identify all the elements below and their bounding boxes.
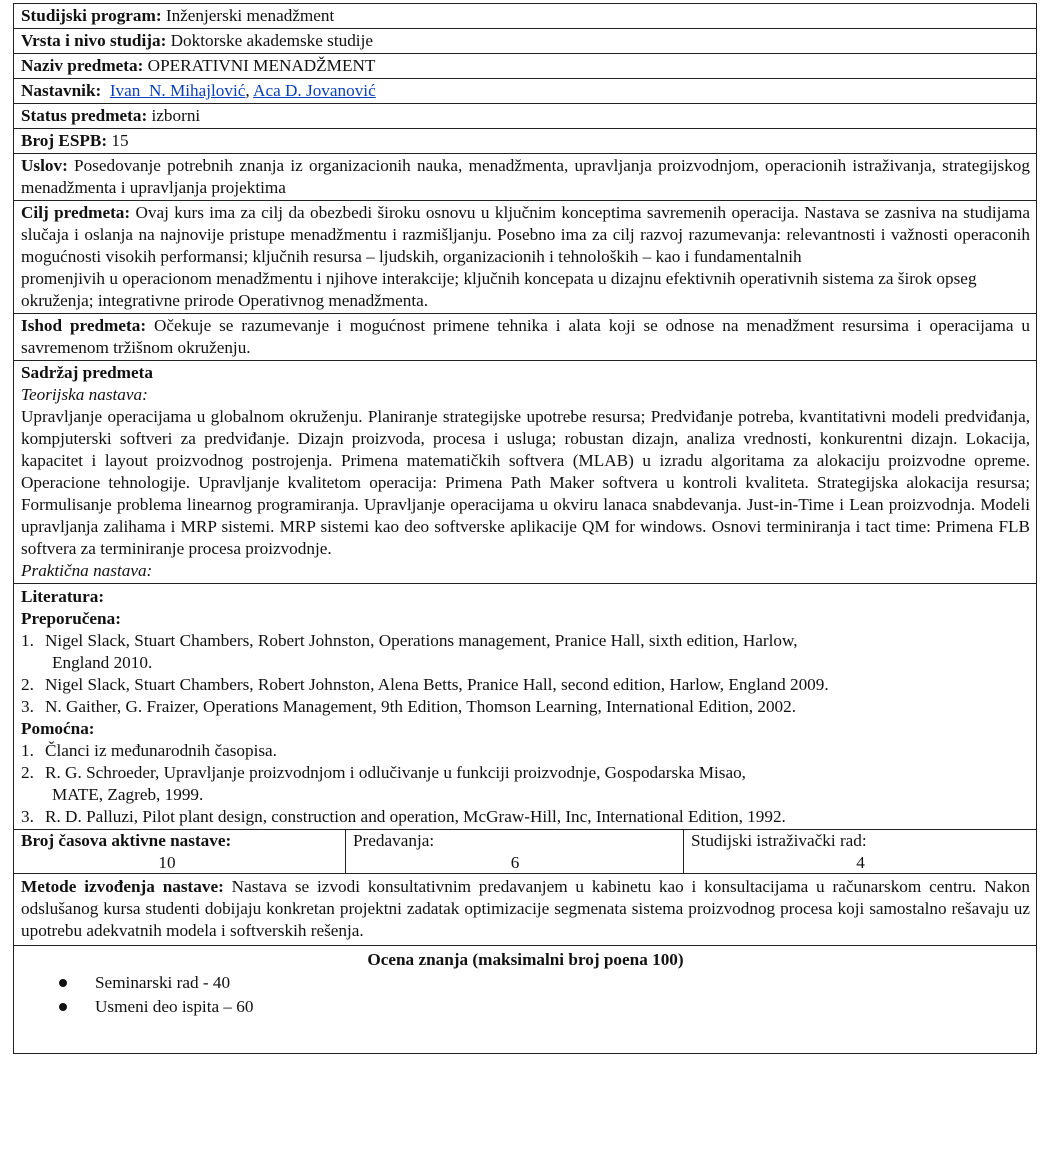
lectures-cell [346,830,684,873]
outcome-row [14,314,1036,361]
teacher-link-2[interactable]: Aca D. Jovanović [253,81,376,100]
list-item: Usmeni deo ispita – 60 [59,995,1030,1019]
lectures-label: Predavanja: [353,831,435,850]
condition-text: Posedovanje potrebnih znanja iz organizacionih nauka, menadžmenta, upravljanja proizvodnjom, operacionih istraživanja, strategijskog menadžmenta i upravljanja projektima [21,156,1030,197]
theory-label: Teorijska nastava: [21,385,148,404]
additional-list [21,740,1030,828]
list-item: 2. R. G. Schroeder, Upravljanje proizvodnjom i odlučivanje u funkciji proizvodnje, Gospodarska Misao, MATE, Zagreb, 1999. [21,763,746,804]
goal-row [14,201,1036,314]
theory-text: Upravljanje operacijama u globalnom okruženju. Planiranje strategijske upotrebe resursa; Predviđanje potreba, kvantitativni modeli predviđanja, kompjuterski softveri za predviđanje. Dizajn proizvoda, procesa i usluga; robustan dizajn, analiza vrednosti, konkurentni dizajn. Lokacija, kapacitet i layout proizvodnog postrojenja. Primena matematičkih softvera (MLAB) u izradu algoritama za alokaciju proizvodne opreme. Operacione tehnologije. Upravljanje kvalitetom operacija: Primena Path Maker softvera u kontroli kvaliteta. Strategijska alokacija resursa; Formulisanje problema linearnog programiranja. Upravljanje operacijama u okviru lanaca snabdevanja. Just-in-Time i Lean proizvodnja. Modeli upravljanja zalihama i MRP sistemi. MRP sistemi kao deo softverske aplikacije QM for windows. Osnovi terminiranja i tact time: Primena FLB softvera za terminiranje procesa proizvodnje. [21,407,1030,558]
course-name-row [14,54,1036,79]
teacher-row [14,79,1036,104]
research-cell [684,830,1036,873]
literature-row [14,584,1036,830]
teacher-link-1[interactable]: Ivan_N. Mihajlović [109,81,246,100]
hours-row [14,830,1036,874]
practice-label: Praktična nastava: [21,561,153,580]
recommended-list [21,630,1030,718]
espb-value: 15 [111,131,129,150]
outcome-text: Očekuje se razumevanje i mogućnost primene tehnika i alata koji se odnose na menadžment resursima i operacijama u savremenom tržišnom okruženju. [21,316,1030,357]
course-value: OPERATIVNI MENADŽMENT [147,56,376,75]
active-hours-cell [14,830,346,873]
goal-text: Ovaj kurs ima za cilj da obezbedi široku osnovu u ključnim konceptima savremenih operacija. Nastava se zasniva na studijama slučaja i oslanja na najnovije pristupe menadžmentu i razmišljanju. Posebno ima za cilj razvoj razumevanja: relevantnosti i važnosti operaconih mogućnosti visokih performansi; ključnih resursa – ljudskih, organizacionih i tehnoloških – kao i fundamentalnih [21,203,1030,266]
methods-row [14,874,1036,946]
list-item: 1. Nigel Slack, Stuart Chambers, Robert Johnston, Operations management, Pranice Hall, sixth edition, Harlow, England 2010. [21,631,798,672]
methods-label: Metode izvođenja nastave: [21,877,224,896]
list-item: 3. N. Gaither, G. Fraizer, Operations Management, 9th Edition, Thomson Learning, International Edition, 2002. [21,697,797,716]
bullet-icon [59,979,67,987]
grading-title: Ocena znanja (maksimalni broj poena 100) [367,950,684,969]
status-label: Status predmeta: [21,106,148,125]
status-value: izborni [151,106,201,125]
grading-list [21,971,1030,1019]
active-hours-label: Broj časova aktivne nastave: [21,831,232,850]
content-label: Sadržaj predmeta [21,363,153,382]
recommended-label: Preporučena: [21,609,121,628]
condition-label: Uslov: [21,156,68,175]
research-value: 4 [856,853,865,872]
content-row [14,361,1036,584]
research-label: Studijski istraživački rad: [691,831,867,850]
list-item: 2. Nigel Slack, Stuart Chambers, Robert Johnston, Alena Betts, Pranice Hall, second edition, Harlow, England 2009. [21,675,829,694]
grading-row [14,946,1036,1053]
methods-text: Nastava se izvodi konsultativnim predavanjem u kabinetu kao i konsultacijama u računarskom centru. Nakon odslušanog kursa studenti dobijaju konkretan projektni zadatak optimizacije segmenata sistema proizvodnog procesa koji samostalno rešavaju uz upotrebu adekvatnih modela i softverskih rešenja. [21,877,1031,940]
course-label: Naziv predmeta: [21,56,144,75]
list-item: 3. R. D. Palluzi, Pilot plant design, construction and operation, McGraw-Hill, Inc, International Edition, 1992. [21,807,786,826]
status-row [14,104,1036,129]
program-value: Inženjerski menadžment [165,6,335,25]
goal-paragraph-2: promenjivih u operacionom menadžmentu i njihove interakcije; ključnih koncepata u dizajnu efektivnih operativnih sistema za širok opseg okruženja; integrativne prirode Operativnog menadžmenta. [21,269,977,310]
espb-label: Broj ESPB: [21,131,108,150]
level-row [14,29,1036,54]
list-item: Seminarski rad - 40 [59,971,1030,995]
program-row [14,4,1036,29]
course-spec-table [13,3,1037,1054]
teacher-separator: , [245,81,250,100]
level-value: Doktorske akademske studije [170,31,373,50]
level-label: Vrsta i nivo studija: [21,31,167,50]
espb-row [14,129,1036,154]
additional-label: Pomoćna: [21,719,95,738]
goal-paragraph-1 [21,202,1030,268]
outcome-label: Ishod predmeta: [21,316,147,335]
condition-row [14,154,1036,201]
active-hours-value: 10 [158,853,176,872]
program-label: Studijski program: [21,6,162,25]
literature-label: Literatura: [21,587,105,606]
goal-label: Cilj predmeta: [21,203,131,222]
bullet-icon [59,1003,67,1011]
teacher-label: Nastavnik: [21,81,102,100]
list-item: 1. Članci iz međunarodnih časopisa. [21,741,277,760]
lectures-value: 6 [510,853,520,872]
